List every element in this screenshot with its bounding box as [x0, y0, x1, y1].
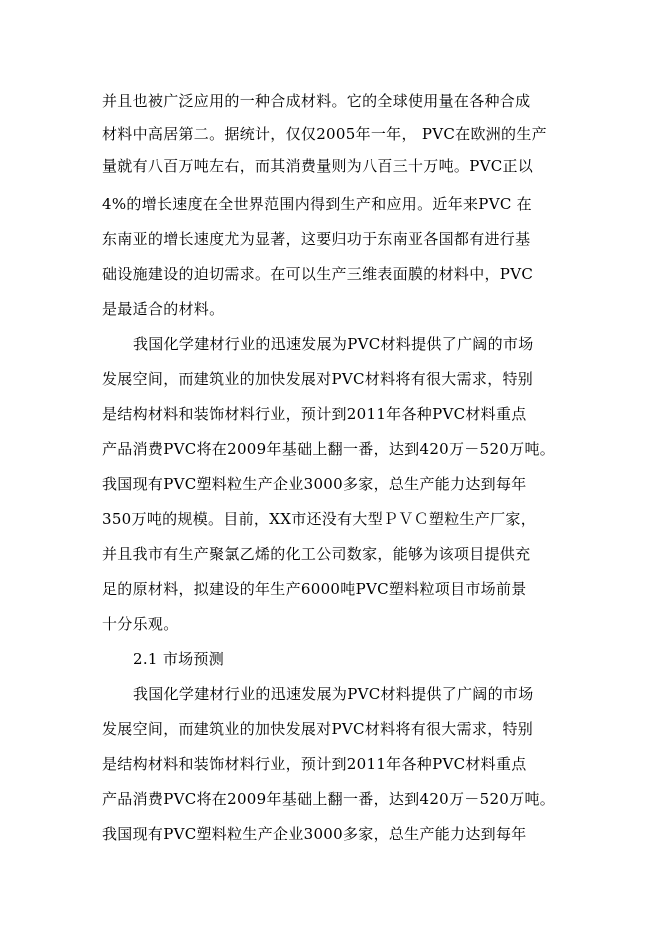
text-line: 是结构材料和装饰材料行业，预计到2011年各种PVC材料重点	[102, 755, 527, 773]
text-line: 发展空间，而建筑业的加快发展对PVC材料将有很大需求，特别	[102, 370, 534, 388]
text-line: 东南亚的增长速度尤为显著，这要归功于东南亚各国都有进行基	[102, 230, 531, 248]
text-line: 350万吨的规模。目前，XX市还没有大型ＰＶＣ塑粒生产厂家，	[102, 510, 536, 528]
text-line: 材料中高居第二。据统计，仅仅2005年一年， PVC在欧洲的生产	[102, 125, 547, 143]
section-heading: 2.1 市场预测	[133, 650, 225, 668]
paragraph-first-line: 我国化学建材行业的迅速发展为PVC材料提供了广阔的市场	[133, 335, 534, 353]
text-line: 我国现有PVC塑料粒生产企业3000多家，总生产能力达到每年	[102, 475, 527, 493]
text-line: 产品消费PVC将在2009年基础上翻一番，达到420万－520万吨。	[102, 440, 556, 458]
text-line: 是最适合的材料。	[102, 300, 225, 318]
text-line: 发展空间，而建筑业的加快发展对PVC材料将有很大需求，特别	[102, 720, 534, 738]
text-line: 量就有八百万吨左右，而其消费量则为八百三十万吨。PVC正以	[102, 157, 534, 175]
text-line: 产品消费PVC将在2009年基础上翻一番，达到420万－520万吨。	[102, 790, 556, 808]
paragraph-first-line: 我国化学建材行业的迅速发展为PVC材料提供了广阔的市场	[133, 685, 534, 703]
text-line: 并且我市有生产聚氯乙烯的化工公司数家，能够为该项目提供充	[102, 545, 531, 563]
text-line: 我国现有PVC塑料粒生产企业3000多家，总生产能力达到每年	[102, 825, 527, 843]
text-line: 础设施建设的迫切需求。在可以生产三维表面膜的材料中，PVC	[102, 265, 534, 283]
text-line: 足的原材料，拟建设的年生产6000吨PVC塑料粒项目市场前景	[102, 580, 527, 598]
text-line: 4%的增长速度在全世界范围内得到生产和应用。近年来PVC 在	[102, 195, 532, 213]
text-line: 十分乐观。	[102, 615, 179, 633]
text-line: 是结构材料和装饰材料行业，预计到2011年各种PVC材料重点	[102, 405, 527, 423]
text-line: 并且也被广泛应用的一种合成材料。它的全球使用量在各种合成	[102, 92, 531, 110]
